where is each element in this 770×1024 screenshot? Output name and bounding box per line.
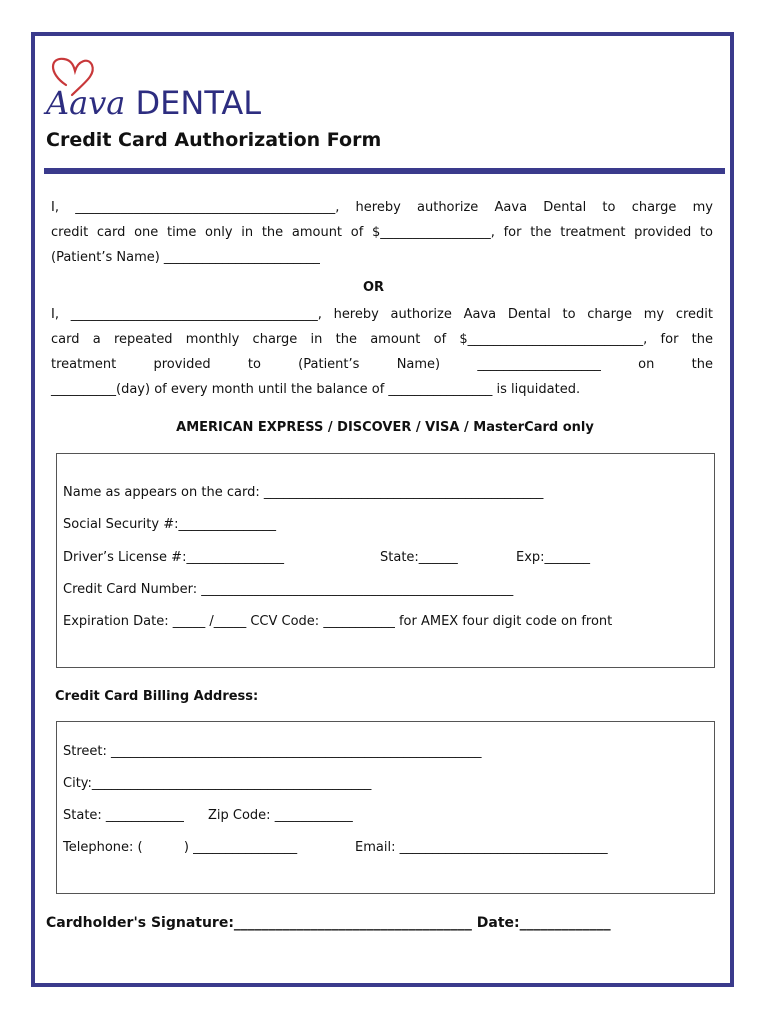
name-on-card-field[interactable]: Name as appears on the card: ___________________________________________ (63, 485, 544, 500)
zip-code-field[interactable]: Zip Code: ____________ (208, 808, 353, 823)
logo-word-dental: DENTAL (135, 84, 262, 122)
one-time-line-1: I, ________________________________________, hereby authorize Aava Dental to charge my (51, 200, 713, 215)
one-time-line-3: (Patient’s Name) ________________________ (51, 250, 320, 265)
city-field[interactable]: City:___________________________________________ (63, 776, 372, 791)
street-field[interactable]: Street: _________________________________________________________ (63, 744, 482, 759)
license-state-field[interactable]: State:______ (380, 550, 458, 565)
one-time-authorization (51, 195, 713, 270)
billing-state-field[interactable]: State: ____________ (63, 808, 184, 823)
logo-word-aava: Aava (46, 84, 126, 122)
ssn-field[interactable]: Social Security #:_______________ (63, 517, 276, 532)
drivers-license-field[interactable]: Driver’s License #:_______________ (63, 550, 284, 565)
title-divider (44, 168, 725, 174)
logo-wordmark (46, 84, 261, 122)
telephone-field[interactable]: Telephone: ( ) ________________ (63, 840, 298, 855)
accepted-cards-note: AMERICAN EXPRESS / DISCOVER / VISA / MasterCard only (176, 420, 594, 435)
expiration-ccv-field[interactable]: Expiration Date: _____ /_____ CCV Code: ___________ for AMEX four digit code on front (63, 614, 613, 629)
recurring-authorization (51, 302, 713, 402)
signature-date-line[interactable]: Cardholder's Signature:__________________________________ Date:_____________ (46, 915, 611, 931)
one-time-line-2: credit card one time only in the amount of $_________________, for the treatment provided to (51, 225, 713, 240)
recurring-line-2: card a repeated monthly charge in the amount of $___________________________, for the (51, 332, 713, 347)
recurring-line-1: I, ______________________________________, hereby authorize Aava Dental to charge my credit (51, 307, 713, 322)
billing-address-heading: Credit Card Billing Address: (55, 689, 259, 704)
recurring-line-3: treatment provided to (Patient’s Name) ___________________ on the (51, 357, 713, 372)
or-separator: OR (362, 280, 385, 295)
page-title: Credit Card Authorization Form (46, 129, 382, 151)
email-field[interactable]: Email: ________________________________ (355, 840, 608, 855)
license-exp-field[interactable]: Exp:_______ (516, 550, 591, 565)
card-number-field[interactable]: Credit Card Number: ________________________________________________ (63, 582, 514, 597)
recurring-line-4: __________(day) of every month until the balance of ________________ is liquidated. (51, 382, 581, 397)
